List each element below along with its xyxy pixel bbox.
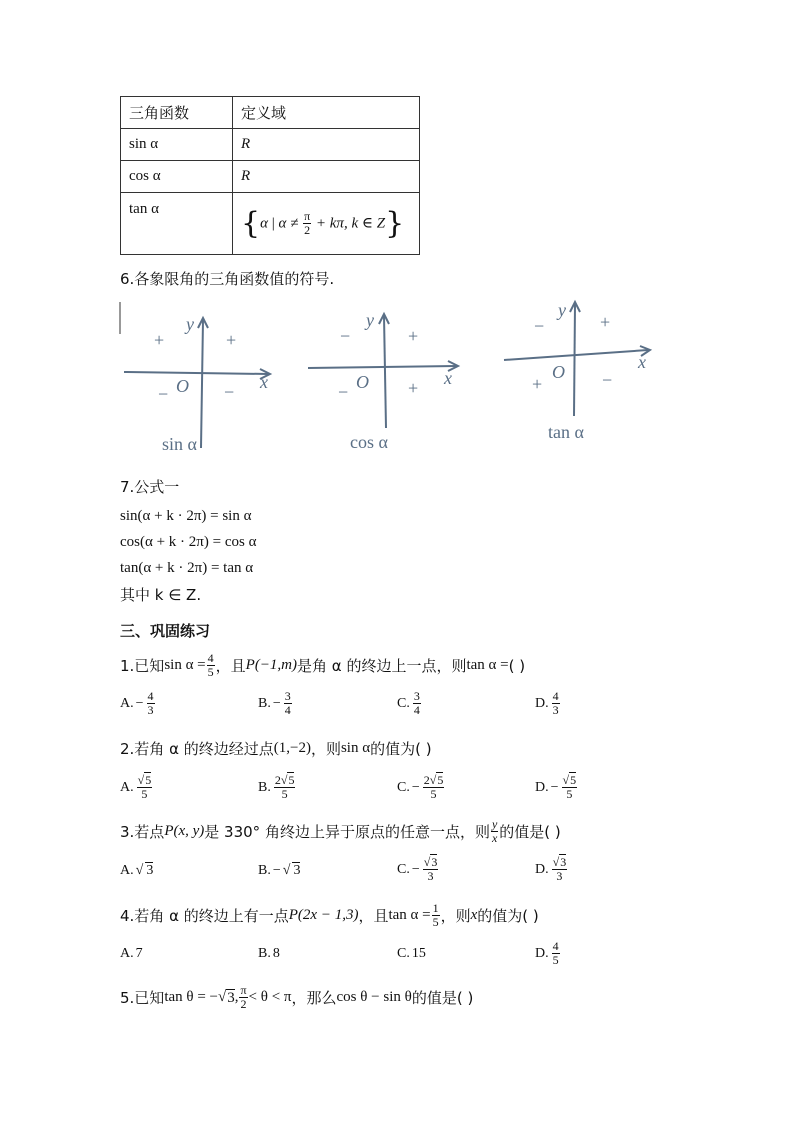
q1-option-d[interactable] <box>535 690 561 717</box>
q4-option-d[interactable] <box>535 940 561 967</box>
q1-text: ( ) <box>508 656 526 675</box>
q3-option-c[interactable] <box>397 856 439 883</box>
cos-sign-q4: + <box>408 378 419 398</box>
cos-y-label: y <box>366 310 374 330</box>
fraction <box>423 856 439 883</box>
fraction <box>207 652 215 679</box>
q2-math: sin α <box>340 740 371 756</box>
sin-sign-q4: − <box>224 382 235 402</box>
sqrt-radicand: 3 <box>560 855 567 869</box>
q3-option-b[interactable] <box>258 862 300 879</box>
option-label: D. <box>535 695 549 711</box>
q3-text: 是 330° 角终边上异于原点的任意一点，则 <box>204 823 490 841</box>
q5-text: 5.已知 <box>120 989 165 1007</box>
set-cond: α ≠ <box>278 214 299 231</box>
sin-x-label: x <box>260 372 268 392</box>
tan-sign-q1: + <box>600 312 611 332</box>
fraction <box>552 856 568 883</box>
cos-sign-q3: − <box>338 382 349 402</box>
q1-text: ，且 <box>215 657 246 675</box>
frac-num: 2√5 <box>274 773 295 787</box>
fraction <box>552 940 560 967</box>
q2-option-b[interactable] <box>258 774 296 801</box>
q2-text: ，则 <box>310 740 341 758</box>
option-label: A. <box>120 862 134 878</box>
question-2 <box>120 738 432 759</box>
q4-text: 4.若角 α 的终边上有一点 <box>120 907 289 925</box>
tan-figure <box>504 302 650 416</box>
formula-note: 其中 k ∈ Z. <box>120 586 202 604</box>
option-label: B. <box>258 946 271 961</box>
sqrt-radicand: 3 <box>146 863 154 878</box>
sqrt-sign: √ <box>218 989 227 1005</box>
sin-sign-q2: + <box>154 330 165 350</box>
sin-caption: sin α <box>162 434 197 454</box>
fraction <box>147 690 155 717</box>
question-3 <box>120 818 561 845</box>
q3-text: 的值是( ) <box>499 823 561 841</box>
cos-origin-label: O <box>356 372 369 392</box>
sqrt-radicand: 3 <box>431 855 438 869</box>
q4-option-b[interactable] <box>258 946 280 962</box>
fraction <box>284 690 292 717</box>
q5-math: cos θ − sin θ <box>336 989 412 1005</box>
sqrt-radicand: 3 <box>227 989 235 1006</box>
sqrt-sign: √ <box>135 862 144 878</box>
option-value: 8 <box>272 946 280 961</box>
table-header-cell: 定义域 <box>233 97 420 129</box>
formula-tan: tan(α + k · 2π) = tan α <box>120 560 254 576</box>
quadrant-sign-figures <box>118 298 678 463</box>
q5-math: , <box>234 989 239 1005</box>
table-header-cell: 三角函数 <box>121 97 233 129</box>
tan-caption: tan α <box>548 422 584 442</box>
q1-option-a[interactable] <box>120 690 156 717</box>
option-sign: − <box>272 695 281 711</box>
q5-text: ，那么 <box>291 989 337 1007</box>
coef: 2 <box>274 773 281 787</box>
frac-den: 3 <box>147 703 154 717</box>
frac-num: √3 <box>552 855 567 869</box>
function-cell: sin α <box>121 129 233 161</box>
q4-text: 的值为( ) <box>477 907 539 925</box>
q1-math: tan α = <box>466 657 509 673</box>
sin-sign-q1: + <box>226 330 237 350</box>
left-brace: { <box>241 205 261 241</box>
formula-cos: cos(α + k · 2π) = cos α <box>120 534 257 550</box>
frac-num: 2√5 <box>423 773 444 787</box>
option-sign: − <box>411 779 420 795</box>
frac-den: x <box>491 831 498 845</box>
frac-num: 4 <box>147 689 154 703</box>
fraction <box>274 774 296 801</box>
frac-den: 5 <box>432 915 439 929</box>
option-label: D. <box>535 945 549 961</box>
frac-den: 5 <box>141 787 148 801</box>
fraction <box>239 984 247 1011</box>
sqrt-sign: √ <box>282 862 291 878</box>
option-label: B. <box>258 862 271 878</box>
q4-math: tan α = <box>388 907 431 923</box>
cos-caption: cos α <box>350 432 388 452</box>
frac-num: 3 <box>284 689 291 703</box>
q5-text: 的值是( ) <box>411 989 474 1007</box>
option-sign: − <box>135 695 144 711</box>
frac-num: 1 <box>432 901 439 915</box>
option-label: A. <box>120 779 134 795</box>
sqrt-radicand: 3 <box>293 863 301 878</box>
q4-option-c[interactable] <box>397 946 426 962</box>
q1-text: 是角 α 的终边上一点，则 <box>297 657 467 675</box>
frac-den: 3 <box>556 869 563 883</box>
sqrt-radicand: 5 <box>437 773 444 787</box>
frac-den: 5 <box>566 787 573 801</box>
q3-option-a[interactable] <box>120 862 153 879</box>
question-1 <box>120 652 525 679</box>
domain-table <box>120 96 420 255</box>
q2-option-d[interactable] <box>535 774 578 801</box>
set-var: α <box>260 214 268 231</box>
sqrt-radicand: 5 <box>145 773 152 787</box>
q4-math: P(2x − 1,3) <box>288 907 359 923</box>
fraction <box>562 774 578 801</box>
table-header-row <box>121 97 420 129</box>
question-5 <box>120 984 473 1011</box>
option-label: D. <box>535 779 549 795</box>
domain-cell <box>233 193 420 255</box>
frac-num: π <box>240 983 247 997</box>
fraction <box>413 690 421 717</box>
sin-figure <box>120 302 270 448</box>
tan-y-label: y <box>558 300 566 320</box>
function-cell: tan α <box>121 193 233 255</box>
table-row <box>121 129 420 161</box>
tan-sign-q2: − <box>534 316 545 336</box>
option-label: C. <box>397 779 410 795</box>
frac-den: 3 <box>552 703 559 717</box>
sin-y-label: y <box>186 314 194 334</box>
cos-figure <box>308 314 458 428</box>
q4-text: ，则 <box>440 907 471 925</box>
q2-option-a[interactable] <box>120 774 153 801</box>
q2-text: 2.若角 α 的终边经过点 <box>120 740 274 758</box>
option-label: B. <box>258 695 271 711</box>
q2-math: (1,−2) <box>273 740 311 756</box>
frac-den: 5 <box>552 953 559 967</box>
frac-num: 4 <box>552 689 559 703</box>
fraction <box>423 774 445 801</box>
q3-math: P(x, y) <box>164 823 205 839</box>
option-sign: − <box>411 861 420 877</box>
cos-sign-q1: + <box>408 326 419 346</box>
tan-sign-q4: − <box>602 370 613 390</box>
frac-den: 2 <box>240 997 247 1011</box>
q1-math: P(−1,m) <box>245 657 298 673</box>
table-row <box>121 193 420 255</box>
frac-num: 3 <box>413 689 420 703</box>
question-4 <box>120 902 539 929</box>
right-brace: } <box>385 205 405 241</box>
frac-den: 5 <box>281 787 288 801</box>
q4-math: x <box>470 907 478 923</box>
frac-den: 4 <box>413 703 420 717</box>
q2-text: 的值为( ) <box>370 740 432 758</box>
table-row <box>121 161 420 193</box>
frac-num: π <box>304 209 311 223</box>
option-value: 7 <box>135 946 143 961</box>
q4-text: ，且 <box>358 907 389 925</box>
option-label: C. <box>397 861 410 877</box>
section7-title: 7.公式一 <box>120 478 180 496</box>
practice-heading: 三、巩固练习 <box>120 622 211 640</box>
coef: 2 <box>423 773 430 787</box>
frac-num: √5 <box>137 773 152 787</box>
q3-text: 3.若点 <box>120 823 165 841</box>
option-label: A. <box>120 695 134 711</box>
set-rest: + kπ, k ∈ Z <box>315 214 386 231</box>
option-sign: − <box>272 862 281 878</box>
q4-option-a[interactable] <box>120 946 143 962</box>
frac-num: y <box>491 817 498 831</box>
section6-title: 6.各象限角的三角函数值的符号. <box>120 270 335 288</box>
fraction <box>137 774 153 801</box>
function-cell: cos α <box>121 161 233 193</box>
formula-sin: sin(α + k · 2π) = sin α <box>120 508 252 524</box>
frac-num: 4 <box>552 939 559 953</box>
frac-den: 2 <box>304 223 311 237</box>
q2-option-c[interactable] <box>397 774 445 801</box>
q1-text: 1.已知 <box>120 657 165 675</box>
fraction <box>491 818 498 845</box>
q1-option-c[interactable] <box>397 690 422 717</box>
cos-sign-q2: − <box>340 326 351 346</box>
option-label: D. <box>535 861 549 877</box>
domain-cell: R <box>233 129 420 161</box>
frac-den: 5 <box>430 787 437 801</box>
frac-den: 4 <box>284 703 291 717</box>
option-label: A. <box>120 946 134 961</box>
set-bar: | <box>267 214 279 231</box>
q1-option-b[interactable] <box>258 690 293 717</box>
sqrt-radicand: 5 <box>288 773 295 787</box>
frac-den: 5 <box>207 665 214 679</box>
q5-math: < θ < π <box>248 989 292 1005</box>
option-label: C. <box>397 695 410 711</box>
domain-cell: R <box>233 161 420 193</box>
fraction <box>552 690 560 717</box>
sqrt-radicand: 5 <box>570 773 577 787</box>
frac-den: 3 <box>427 869 434 883</box>
option-value: 15 <box>411 946 426 961</box>
option-label: C. <box>397 946 410 961</box>
frac-num: 4 <box>207 651 214 665</box>
sin-sign-q3: − <box>158 384 169 404</box>
fraction <box>432 902 440 929</box>
fraction <box>303 210 311 237</box>
q1-math: sin α = <box>164 657 206 673</box>
tan-origin-label: O <box>552 362 565 382</box>
cos-x-label: x <box>444 368 452 388</box>
q5-math: tan θ = − <box>164 989 218 1005</box>
sin-origin-label: O <box>176 376 189 396</box>
option-label: B. <box>258 779 271 795</box>
frac-num: √5 <box>562 773 577 787</box>
frac-num: √3 <box>423 855 438 869</box>
tan-x-label: x <box>638 352 646 372</box>
option-sign: − <box>550 779 559 795</box>
tan-sign-q3: + <box>532 374 543 394</box>
q3-option-d[interactable] <box>535 856 568 883</box>
